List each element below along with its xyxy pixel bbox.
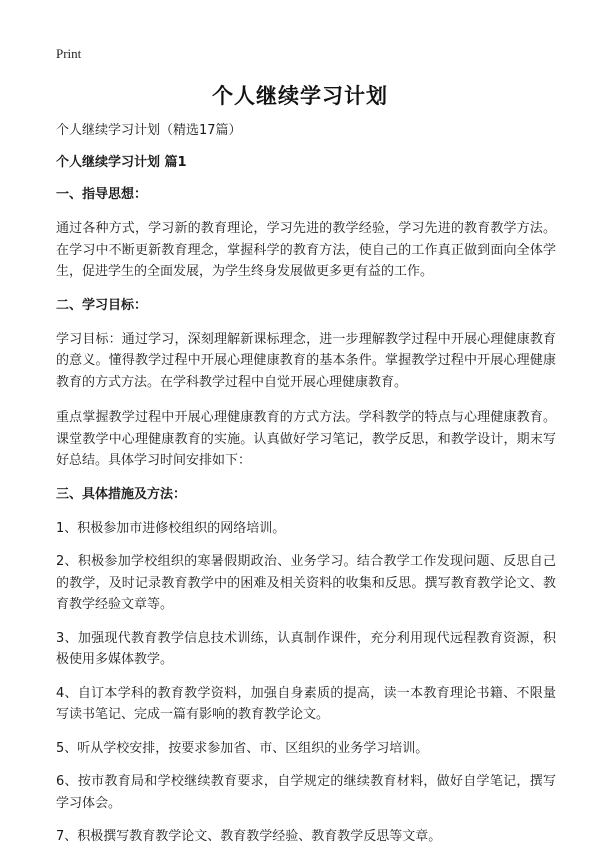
section-heading-learning-goals: 二、学习目标： [56, 297, 148, 313]
print-label: Print [56, 46, 82, 61]
list-item-measure-5: 5、听从学校安排，按要求参加省、市、区组织的业务学习培训。 [56, 740, 429, 756]
list-item-measure-3: 3、加强现代教育教学信息技术训练，认真制作课件，充分利用现代远程教育资源，积极使用多媒体教学。 [56, 630, 556, 667]
section-heading-measures: 三、具体措施及方法： [56, 486, 187, 502]
paragraph-guiding-thought: 通过各种方式，学习新的教育理论，学习先进的教学经验，学习先进的教育教学方法。在学习中不断更新教育理念，掌握科学的教育方法，使自己的工作真正做到面向全体学生，促进学生的全面发展，为学生终身发展做更多更有益的工作。 [56, 221, 556, 279]
paragraph-learning-focus: 重点掌握教学过程中开展心理健康教育的方式方法。学科教学的特点与心理健康教育。课堂教学中心理健康教育的实施。认真做好学习笔记，教学反思，和教学设计，期末写好总结。具体学习时间安排如下： [56, 410, 556, 468]
document-subtitle: 个人继续学习计划（精选17篇） [56, 123, 242, 138]
document-body [56, 122, 556, 860]
list-item-measure-6: 6、按市教育局和学校继续教育要求，自学规定的继续教育材料，做好自学笔记，撰写学习体会。 [56, 774, 556, 811]
paragraph-learning-goals: 学习目标：通过学习，深刻理解新课标理念，进一步理解教学过程中开展心理健康教育的意义。懂得教学过程中开展心理健康教育的基本条件。掌握教学过程中开展心理健康教育的方式方法。在学科教学过程中自觉开展心理健康教育。 [56, 331, 556, 390]
list-item-measure-7: 7、积极撰写教育教学论文、教育教学经验、教育教学反思等文章。 [56, 829, 442, 844]
list-item-measure-1: 1、积极参加市进修校组织的网络培训。 [56, 520, 286, 536]
list-item-measure-4: 4、自订本学科的教育教学资料，加强自身素质的提高，读一本教育理论书籍、不限量写读书笔记、完成一篇有影响的教育教学论文。 [56, 685, 556, 722]
page-title: 个人继续学习计划 [212, 84, 388, 108]
list-item-measure-2: 2、积极参加学校组织的寒暑假期政治、业务学习。结合教学工作发现问题、反思自己的教学，及时记录教育教学中的困难及相关资料的收集和反思。撰写教育教学论文、教育教学经验文章等。 [56, 554, 556, 612]
article-heading: 个人继续学习计划 篇1 [56, 155, 187, 170]
section-heading-guiding-thought: 一、指导思想： [56, 187, 148, 202]
